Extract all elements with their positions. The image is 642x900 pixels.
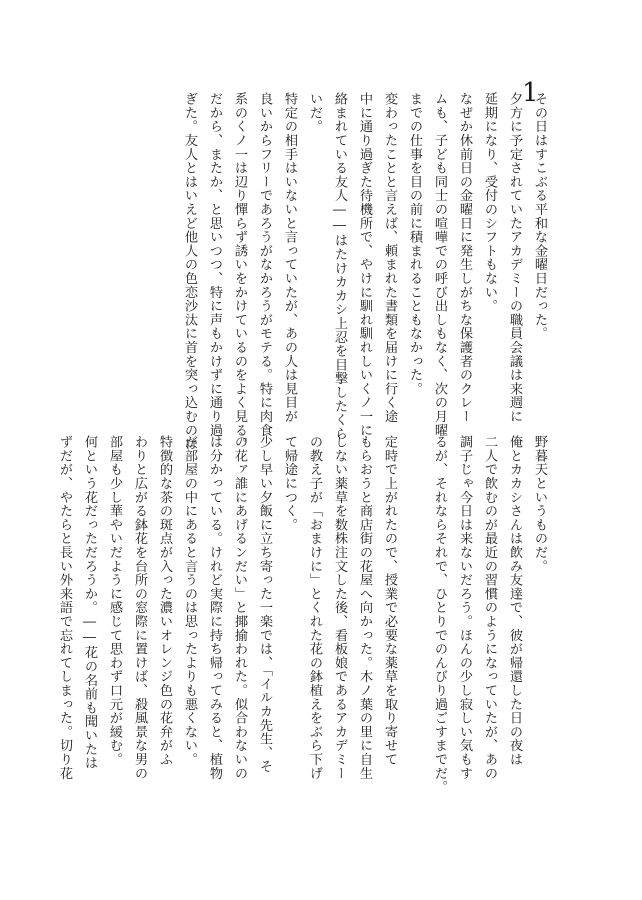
text-line: 中に通り過ぎた待機所で、やけに馴れ馴れしいくノ一に bbox=[357, 92, 372, 437]
text-line: ムも、子ども同士の喧嘩での呼び出しもなく、次の月曜 bbox=[432, 92, 447, 437]
text-line: までの仕事を目の前に積まれることもなかった。 bbox=[407, 92, 422, 396]
text-line: て帰途につく。 bbox=[282, 435, 297, 532]
text-line: 夕方に予定されていたアカデミーの職員会議は来週に bbox=[507, 92, 522, 424]
text-line: ぎた。友人とはいえど他人の色恋沙汰に首を突っ込むのは bbox=[182, 92, 197, 451]
text-line: ずだが、やたらと長い外来語で忘れてしまった。切り花 bbox=[57, 435, 72, 780]
text-line: は分かっている。けれど実際に持ち帰ってみると、植物 bbox=[207, 435, 222, 780]
text-line: なぜか休前日の金曜日に発生しがちな保護者のクレー bbox=[457, 92, 472, 424]
text-line: 何という花だっただろうか。――花の名前も聞いたは bbox=[82, 435, 97, 770]
text-line: 良いからフリーであろうがなかろうがモテる。特に肉食 bbox=[257, 92, 272, 437]
text-line: 変わったことと言えば、頼まれた書類を届けに行く途 bbox=[382, 92, 397, 424]
text-line: 定時で上がれたので、授業で必要な薬草を取り寄せて bbox=[382, 435, 397, 767]
text-line: 延期になり、受付のシフトもない。 bbox=[482, 92, 497, 313]
text-line: いだ。 bbox=[307, 92, 322, 134]
page-number: 1 bbox=[522, 78, 539, 108]
text-line: 特定の相手はいないと言っていたが、あの人は見目が bbox=[282, 92, 297, 424]
text-line: 野暮天というものだ。 bbox=[532, 435, 547, 573]
text-line: が部屋の中にあると言うのは思ったよりも悪くない。 bbox=[182, 435, 197, 767]
text-line: 調子じゃ今日は来ないだろう。ほんの少し寂しい気もす bbox=[457, 435, 472, 780]
text-line: の花ァ誰にあげるンだい」と揶揄われた。似合わないの bbox=[232, 435, 247, 780]
text-line: るが、それならそれで、ひとりでのんびり過ごすまでだ。 bbox=[432, 435, 447, 794]
lower-text-block bbox=[57, 435, 552, 830]
text-line: しない薬草を数株注文した後、看板娘であるアカデミー bbox=[332, 435, 347, 780]
text-line: 系のくノ一は辺り憚らず誘いをかけているのをよく見る。 bbox=[232, 92, 247, 451]
upper-text-block bbox=[182, 92, 552, 451]
text-line: の教え子が「おまけに」とくれた花の鉢植えをぶら下げ bbox=[307, 435, 322, 780]
text-line: 特徴的な茶の斑点が入った濃いオレンジ色の花弁がふ bbox=[157, 435, 172, 767]
text-line: 二人で飲むのが最近の習慣のようになっていたが、あの bbox=[482, 435, 497, 780]
text-line: もらおうと商店街の花屋へ向かった。木ノ葉の里に自生 bbox=[357, 435, 372, 780]
text-line: その日はすこぶる平和な金曜日だった。 bbox=[532, 92, 547, 341]
text-line: 絡まれている友人――はたけカカシ上忍を目撃したくら bbox=[332, 92, 347, 441]
text-line: 部屋も少し華やいだように感じて思わず口元が緩む。 bbox=[107, 435, 122, 767]
text-line: わりと広がる鉢花を台所の窓際に置けば、殺風景な男の bbox=[132, 435, 147, 780]
text-line: 俺とカカシさんは飲み友達で、彼が帰還した日の夜は bbox=[507, 435, 522, 767]
text-line: 少し早い夕飯に立ち寄った一楽では、「イルカ先生、そ bbox=[257, 435, 272, 774]
text-line: だから、またか、と思いつつ、特に声もかけずに通り過 bbox=[207, 92, 222, 437]
text-line bbox=[402, 435, 427, 830]
